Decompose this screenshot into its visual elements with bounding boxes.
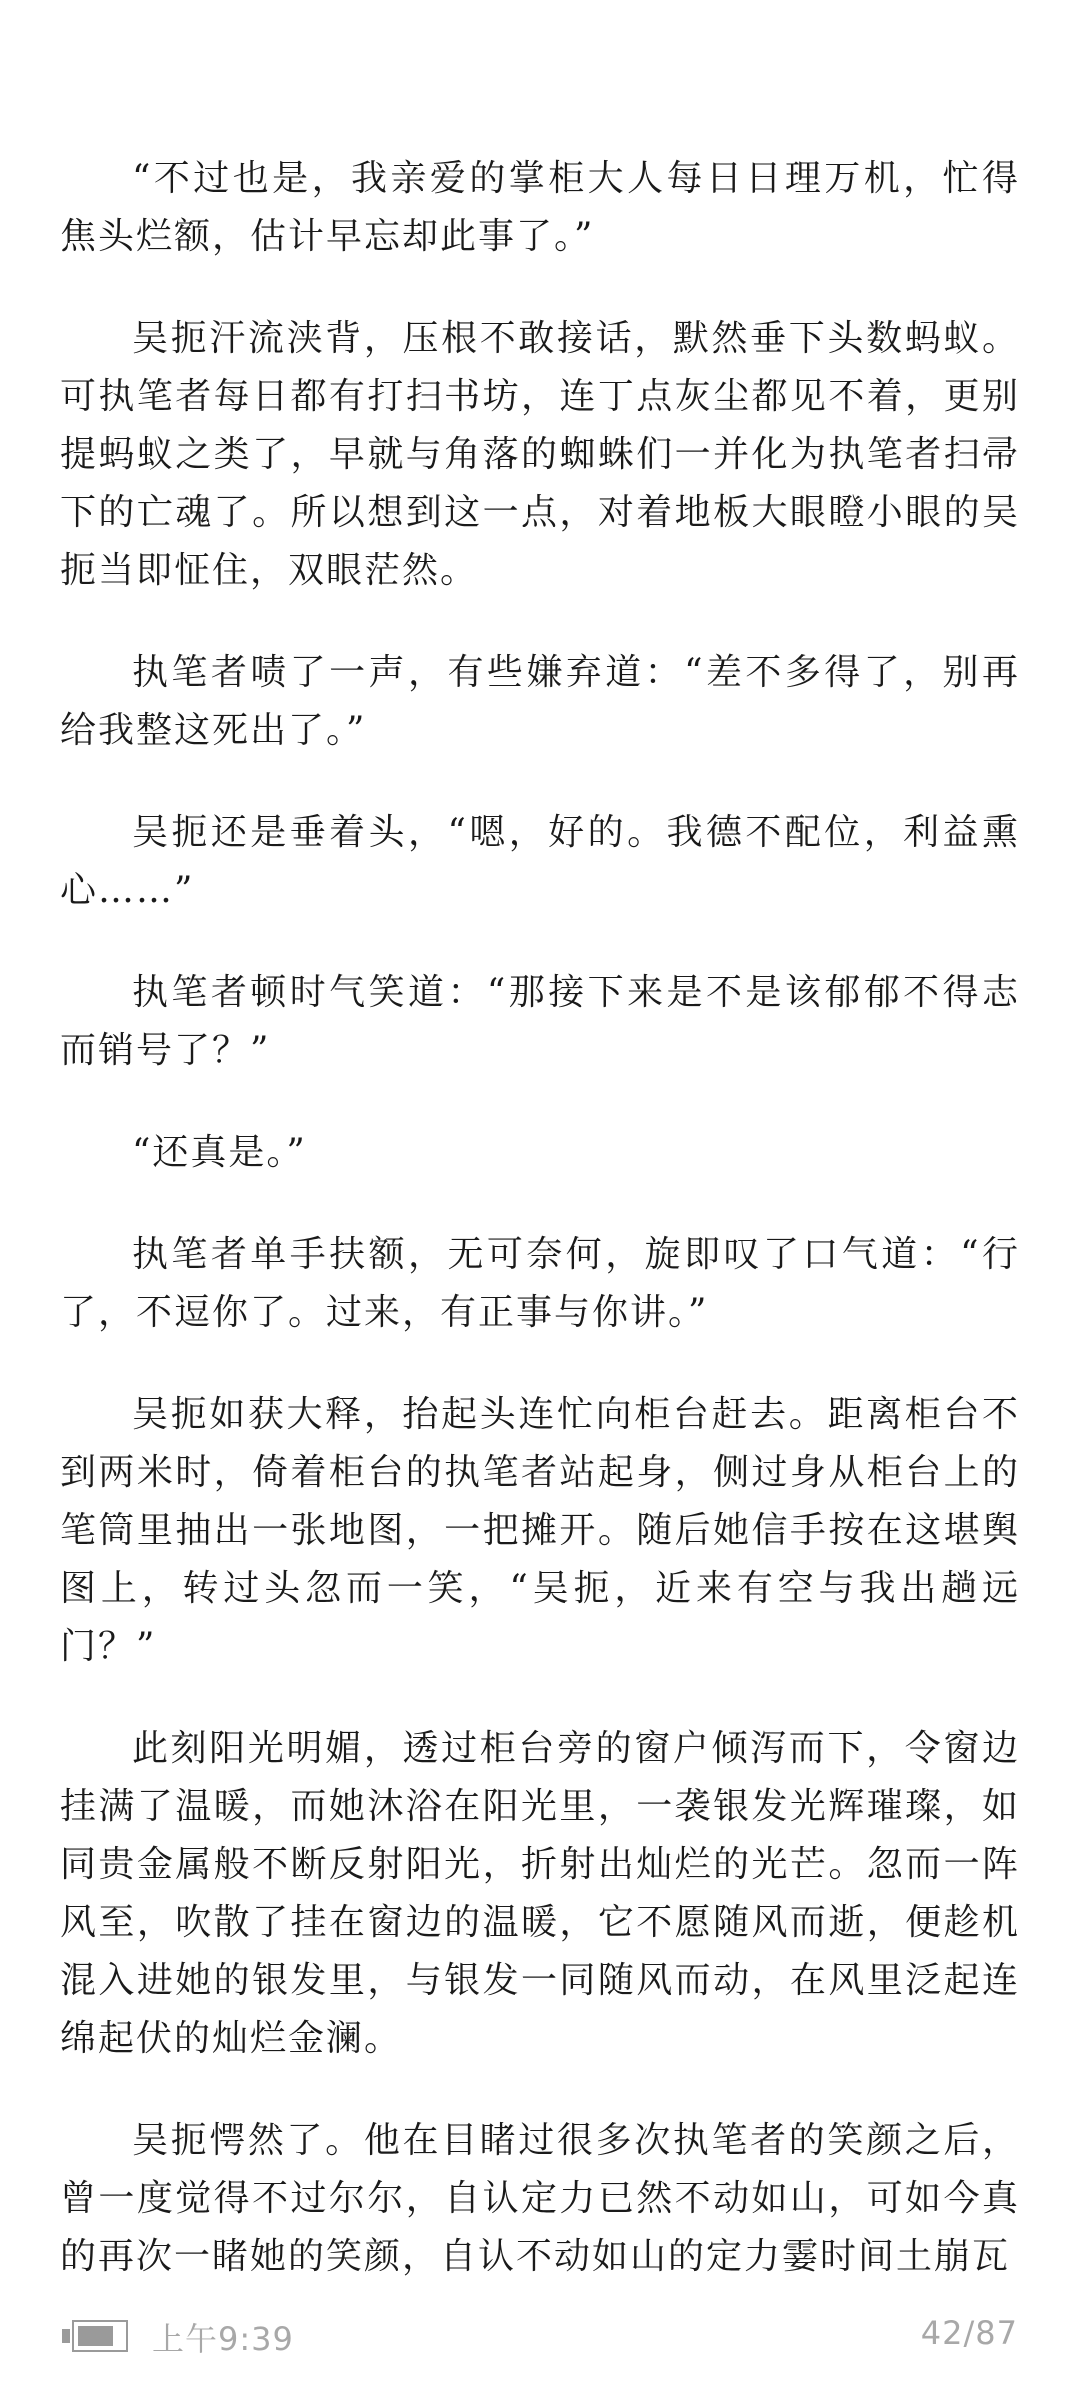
paragraph-9: 此刻阳光明媚，透过柜台旁的窗户倾泻而下，令窗边挂满了温暖，而她沐浴在阳光里，一袭银发光辉璀璨，如同贵金属般不断反射阳光，折射出灿烂的光芒。忽而一阵风至，吹散了挂在窗边的温暖，它不愿随风而逝，便趁机混入进她的银发里，与银发一同随风而动，在风里泛起连绵起伏的灿烂金澜。 bbox=[60, 1728, 1020, 2059]
paragraph-3: 执笔者啧了一声，有些嫌弃道：“差不多得了，别再给我整这死出了。” bbox=[60, 652, 1020, 751]
paragraph-1: “不过也是，我亲爱的掌柜大人每日日理万机，忙得焦头烂额，估计早忘却此事了。” bbox=[60, 158, 1020, 257]
paragraph-8: 吴扼如获大释，抬起头连忙向柜台赶去。距离柜台不到两米时，倚着柜台的执笔者站起身，侧过身从柜台上的笔筒里抽出一张地图，一把摊开。随后她信手按在这堪舆图上，转过头忽而一笑，“吴扼，近来有空与我出趟远门？” bbox=[60, 1394, 1020, 1667]
paragraph-2: 吴扼汗流浃背，压根不敢接话，默然垂下头数蚂蚁。可执笔者每日都有打扫书坊，连丁点灰尘都见不着，更别提蚂蚁之类了，早就与角落的蜘蛛们一并化为执笔者扫帚下的亡魂了。所以想到这一点，对着地板大眼瞪小眼的吴扼当即怔住，双眼茫然。 bbox=[60, 318, 1020, 591]
page-counter: 42/87 bbox=[920, 2314, 1018, 2352]
battery-nub bbox=[62, 2329, 70, 2343]
battery-body bbox=[72, 2320, 128, 2352]
paragraph-5: 执笔者顿时气笑道：“那接下来是不是该郁郁不得志而销号了？” bbox=[60, 972, 1020, 1071]
paragraph-7: 执笔者单手扶额，无可奈何，旋即叹了口气道：“行了，不逗你了。过来，有正事与你讲。” bbox=[60, 1234, 1020, 1333]
paragraph-4: 吴扼还是垂着头，“嗯，好的。我德不配位，利益熏心……” bbox=[60, 812, 1020, 911]
reader-status-bar bbox=[0, 2290, 1080, 2400]
clock-time: 上午9:39 bbox=[152, 2320, 294, 2358]
chapter-text bbox=[60, 150, 1020, 2290]
battery-fill bbox=[78, 2326, 113, 2346]
paragraph-6: “还真是。” bbox=[132, 1132, 307, 1173]
battery-icon bbox=[62, 2320, 130, 2352]
paragraph-10: 吴扼愕然了。他在目睹过很多次执笔者的笑颜之后，曾一度觉得不过尔尔，自认定力已然不动如山，可如今真的再次一睹她的笑颜，自认不动如山的定力霎时间土崩瓦 bbox=[60, 2120, 1020, 2277]
